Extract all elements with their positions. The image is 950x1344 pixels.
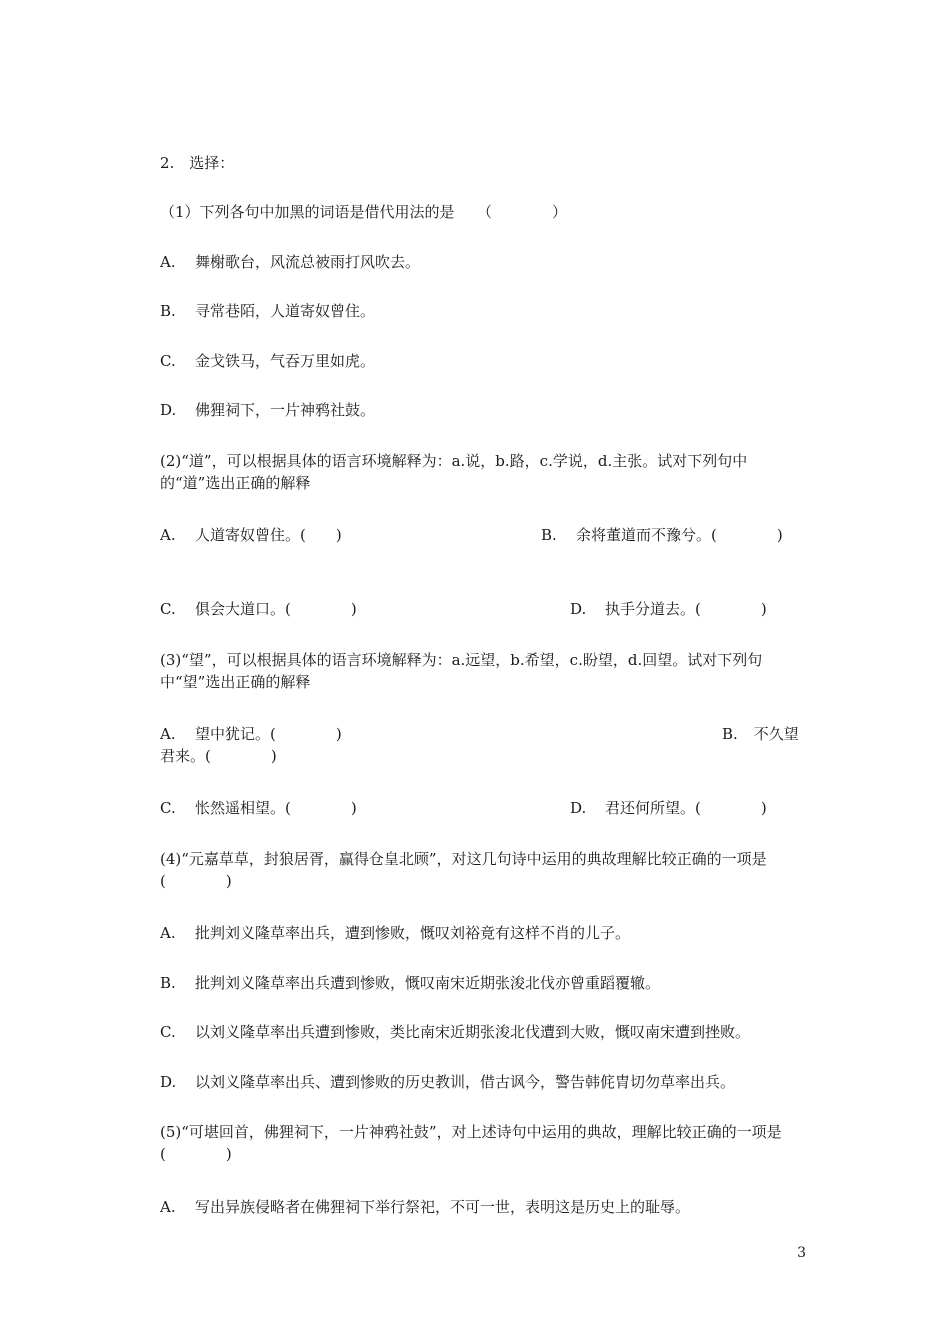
option-label: A.: [160, 725, 176, 743]
option-text: 执手分道去。( ): [605, 600, 767, 618]
option-text: 望中犹记。( ): [195, 725, 342, 743]
option-text: 怅然遥相望。( ): [195, 799, 357, 817]
question-1-option-c: [160, 350, 375, 372]
option-label: B.: [541, 526, 557, 544]
question-3-stem: (3)“望”，可以根据具体的语言环境解释为：a.远望，b.希望，c.盼望，d.回望。试对下列句中“望”选出正确的解释: [160, 651, 763, 691]
question-2-option-b: [541, 524, 783, 546]
option-label: D.: [570, 799, 587, 817]
option-text: 俱会大道口。( ): [195, 600, 357, 618]
option-text: 批判刘义隆草率出兵，遭到惨败，慨叹刘裕竟有这样不肖的儿子。: [195, 924, 631, 942]
option-label: D.: [570, 600, 587, 618]
option-text: 寻常巷陌，人道寄奴曾住。: [195, 302, 376, 320]
option-label: A.: [160, 253, 176, 271]
question-1-option-a: [160, 251, 420, 273]
option-text: 佛狸祠下，一片神鸦社鼓。: [195, 401, 376, 419]
option-label: A.: [160, 1198, 176, 1216]
option-text: 写出异族侵略者在佛狸祠下举行祭祀，不可一世，表明这是历史上的耻辱。: [195, 1198, 691, 1216]
option-label: B.: [160, 302, 176, 320]
option-text: 金戈铁马，气吞万里如虎。: [195, 352, 376, 370]
option-text: 君还何所望。( ): [605, 799, 767, 817]
option-label: D.: [160, 1073, 177, 1091]
question-1-option-d: [160, 399, 375, 421]
page-number: 3: [797, 1245, 806, 1261]
question-5-stem: (5)“可堪回首，佛狸祠下，一片神鸦社鼓”，对上述诗句中运用的典故，理解比较正确的一项是( ): [160, 1123, 782, 1163]
option-label: B.: [160, 974, 176, 992]
option-text: 余将董道而不豫兮。( ): [576, 526, 783, 544]
option-label: C.: [160, 799, 176, 817]
option-text: 批判刘义隆草率出兵遭到惨败，慨叹南宋近期张浚北伐亦曾重蹈覆辙。: [195, 974, 661, 992]
option-label: D.: [160, 401, 177, 419]
option-label: B.: [722, 725, 738, 743]
question-2-option-d: [570, 598, 767, 620]
option-text: 以刘义隆草率出兵、遭到惨败的历史教训，借古讽今，警告韩侂胄切勿草率出兵。: [195, 1073, 736, 1091]
question-3-option-b: [160, 723, 807, 767]
question-4-stem: (4)“元嘉草草，封狼居胥，赢得仓皇北顾”，对这几句诗中运用的典故理解比较正确的一项是( ): [160, 850, 767, 890]
question-1-option-b: [160, 300, 375, 322]
option-label: C.: [160, 600, 176, 618]
option-label: A.: [160, 924, 176, 942]
option-text: 以刘义隆草率出兵遭到惨败，类比南宋近期张浚北伐遭到大败，慨叹南宋遭到挫败。: [195, 1023, 751, 1041]
question-4-option-a: [160, 922, 630, 944]
option-label: C.: [160, 1023, 176, 1041]
section-heading: 2. 选择：: [160, 154, 235, 172]
question-4-option-c: [160, 1021, 750, 1043]
question-2-stem: (2)“道”，可以根据具体的语言环境解释为：a.说，b.路，c.学说，d.主张。试对下列句中的“道”选出正确的解释: [160, 452, 748, 492]
option-text: 舞榭歌台，风流总被雨打风吹去。: [195, 253, 421, 271]
option-text: 人道寄奴曾住。( ): [195, 526, 342, 544]
question-4-option-d: [160, 1071, 735, 1093]
question-2-option-a: [160, 524, 342, 546]
option-text: 不久望君来。( ): [160, 725, 799, 765]
question-3-option-c: [160, 797, 357, 819]
question-5-option-a: [160, 1196, 690, 1218]
question-1-stem: （1）下列各句中加黑的词语是借代用法的是 （ ）: [160, 203, 568, 221]
question-4-option-b: [160, 972, 660, 994]
option-label: C.: [160, 352, 176, 370]
question-2-option-c: [160, 598, 357, 620]
question-3-option-d: [570, 797, 767, 819]
option-label: A.: [160, 526, 176, 544]
